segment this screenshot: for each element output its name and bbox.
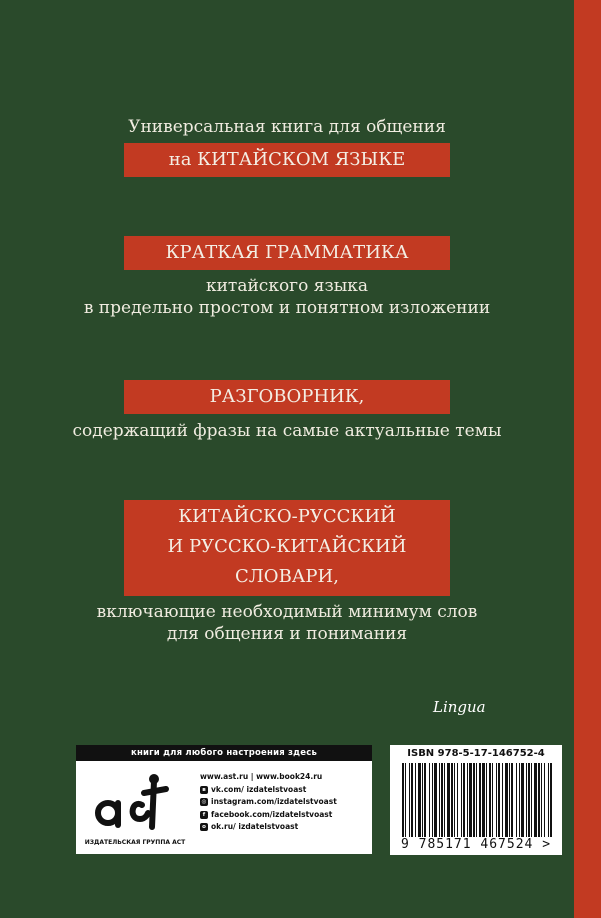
barcode-bar xyxy=(409,763,410,837)
intro-highlight-box xyxy=(124,143,450,177)
barcode-bar xyxy=(534,763,537,837)
contact-vk-text: vk.com/ izdatelstvoast xyxy=(211,784,307,794)
lingua-logo-text: Lingua xyxy=(433,698,486,716)
barcode-bar xyxy=(531,763,532,837)
contact-ok xyxy=(200,821,370,834)
dictionaries-line-2: для общения и понимания xyxy=(166,624,408,644)
barcode-bar xyxy=(521,763,524,837)
barcode-bar xyxy=(492,763,493,837)
contact-ok-text: ok.ru/ izdatelstvoast xyxy=(211,822,299,831)
barcode-bar xyxy=(482,763,485,837)
contact-facebook xyxy=(200,809,370,822)
barcode-bar xyxy=(467,763,468,837)
barcode-bar xyxy=(469,763,472,837)
barcode-bar xyxy=(447,763,450,837)
barcode-bar xyxy=(411,763,413,837)
phrasebook-highlight-text: РАЗГОВОРНИК, xyxy=(209,386,365,407)
barcode-bar xyxy=(509,763,510,837)
barcode-bar xyxy=(498,763,500,837)
barcode-bar xyxy=(463,763,465,837)
barcode-bar xyxy=(544,763,545,837)
contact-instagram xyxy=(200,796,370,809)
barcode-bar xyxy=(479,763,481,837)
barcode-bar xyxy=(461,763,462,837)
barcode-bar xyxy=(441,763,443,837)
barcode-bar xyxy=(526,763,527,837)
barcode-bar xyxy=(516,763,517,837)
instagram-icon: ◎ xyxy=(201,799,207,805)
publisher-slogan: книги для любого настроения здесь xyxy=(76,745,372,761)
barcode-bar xyxy=(486,763,487,837)
vk-icon: в xyxy=(200,786,208,794)
barcode-bar xyxy=(538,763,540,837)
lingua-logo xyxy=(433,698,486,716)
barcode-bar xyxy=(439,763,440,837)
ok-icon: о xyxy=(200,823,208,831)
red-side-stripe xyxy=(574,0,601,918)
isbn-label: ISBN 978-5-17-146752-4 xyxy=(407,748,545,759)
ast-logo xyxy=(90,769,172,835)
barcode-bar xyxy=(454,763,455,837)
barcode-bar xyxy=(489,763,491,837)
contact-web xyxy=(200,771,370,784)
barcode-bar xyxy=(476,763,477,837)
barcode-bar xyxy=(519,763,520,837)
barcode-bar xyxy=(541,763,542,837)
barcode-bar xyxy=(429,763,430,837)
barcode-bar xyxy=(418,763,421,837)
grammar-line-2: в предельно простом и понятном изложении xyxy=(83,298,491,318)
publisher-contacts xyxy=(200,771,370,834)
contact-facebook-text: facebook.com/izdatelstvoast xyxy=(211,809,333,819)
grammar-line-1: китайского языка xyxy=(205,276,369,296)
barcode-bar xyxy=(432,763,433,837)
contact-vk xyxy=(200,784,370,797)
barcode-bar xyxy=(548,763,549,837)
intro-line: Универсальная книга для общения xyxy=(128,117,446,137)
grammar-highlight-box xyxy=(124,236,450,270)
barcode-bar xyxy=(550,763,552,837)
barcode-bar xyxy=(405,763,406,837)
publisher-panel xyxy=(76,745,372,854)
barcode-bar xyxy=(415,763,416,837)
intro-highlight-text: на КИТАЙСКОМ ЯЗЫКЕ xyxy=(168,149,406,170)
dictionaries-highlight-box xyxy=(124,500,450,596)
barcode-bar xyxy=(505,763,508,837)
barcode-bar xyxy=(528,763,530,837)
barcode-bar xyxy=(402,763,404,837)
barcode-bar xyxy=(496,763,497,837)
barcode-digits: 9 785171 467524 > xyxy=(400,837,552,852)
barcode-bar xyxy=(473,763,475,837)
dictionaries-title-line-2: И РУССКО-КИТАЙСКИЙ xyxy=(167,536,407,557)
contact-instagram-text: instagram.com/izdatelstvoast xyxy=(211,797,337,806)
grammar-highlight-text: КРАТКАЯ ГРАММАТИКА xyxy=(165,242,409,263)
isbn-barcode xyxy=(400,763,556,837)
barcode-bar xyxy=(444,763,445,837)
barcode-bar xyxy=(422,763,423,837)
barcode-bar xyxy=(424,763,426,837)
dictionaries-title-line-3: СЛОВАРИ, xyxy=(235,566,339,587)
publisher-name: ИЗДАТЕЛЬСКАЯ ГРУППА АСТ xyxy=(84,839,186,846)
dictionaries-title-line-1: КИТАЙСКО-РУССКИЙ xyxy=(178,506,396,527)
phrasebook-highlight-box xyxy=(124,380,450,414)
barcode-bar xyxy=(457,763,458,837)
dictionaries-line-1: включающие необходимый минимум слов xyxy=(96,602,478,622)
barcode-bar xyxy=(511,763,513,837)
contact-web-text: www.ast.ru | www.book24.ru xyxy=(200,772,323,781)
barcode-bar xyxy=(502,763,503,837)
barcode-bar xyxy=(451,763,453,837)
facebook-icon: f xyxy=(200,811,208,819)
barcode-bar xyxy=(434,763,437,837)
phrasebook-line: содержащий фразы на самые актуальные темы xyxy=(72,421,502,441)
isbn-block xyxy=(390,745,562,855)
